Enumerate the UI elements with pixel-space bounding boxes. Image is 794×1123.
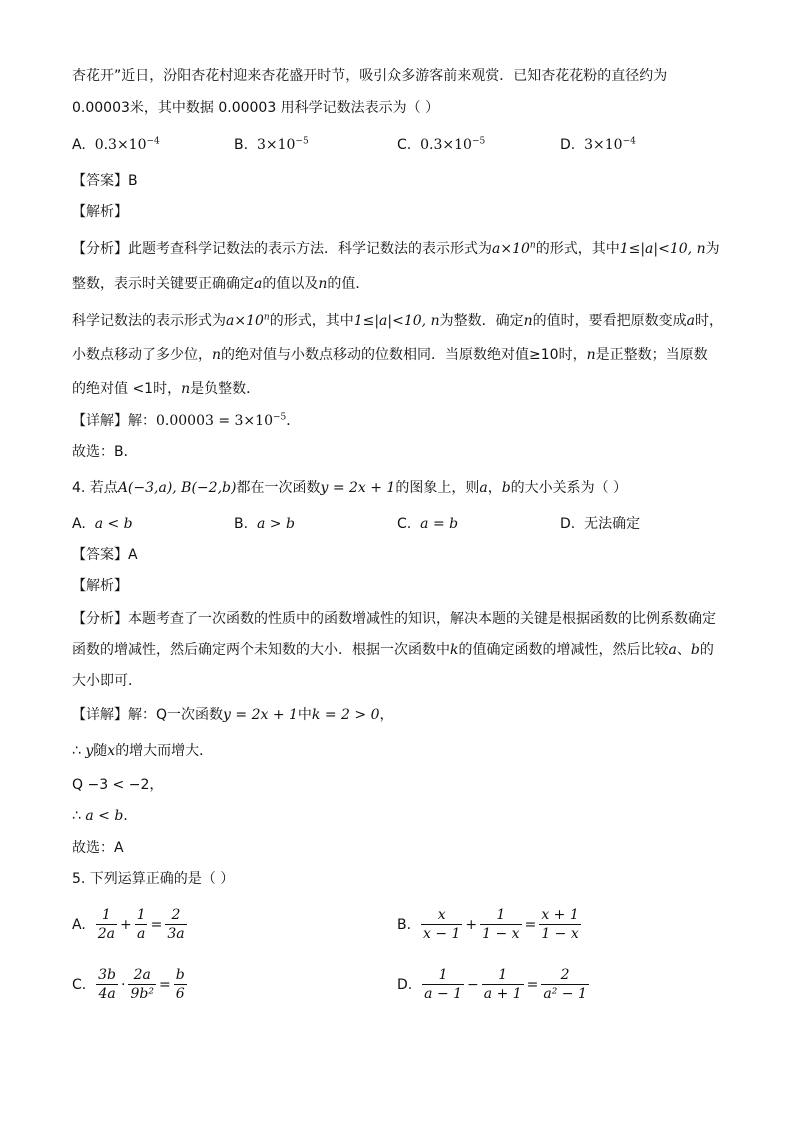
fraction: $\frac{1}{2a}$ [97, 907, 115, 942]
q3-option-d: D. $3\times 10^{-4}$ [560, 136, 636, 153]
q3-fenxi-line2: 整数，表示时关键要正确确定a的值以及n的值． [72, 276, 370, 292]
q4-fenxi-line3: 大小即可． [72, 673, 142, 689]
fraction: $\frac{1}{1 - x}$ [482, 907, 520, 942]
q4-option-a: A. a < b [72, 516, 133, 532]
fraction: $\frac{x + 1}{1 - x}$ [541, 907, 579, 942]
q4-detail-line4: ∴ a < b． [72, 808, 138, 824]
q4-detail-line3: Q −3 < −2， [72, 777, 164, 793]
fraction: $\frac{1}{a - 1}$ [424, 967, 463, 1002]
q3-explain-line1: 科学记数法的表示形式为$a\times 10^n$的形式，其中1≤|a|<10, n为整数．确定n的值时，要看把原数变成a时， [72, 312, 723, 329]
q3-fenxi-line1: 【分析】此题考查科学记数法的表示方法．科学记数法的表示形式为$a\times 10^n$的形式，其中1≤|a|<10, n为 [72, 240, 720, 257]
q4-option-b: B. a > b [234, 516, 295, 532]
q4-fenxi-line2: 函数的增减性，然后确定两个未知数的大小．根据一次函数中k的值确定函数的增减性，然后比较a、b的 [72, 642, 714, 658]
q4-analysis-heading: 【解析】 [72, 578, 128, 594]
fraction: $\frac{2}{\text{a² − 1}}$ [543, 967, 587, 1002]
q3-explain-line3: 的绝对值 <1时，n是负整数． [72, 381, 261, 397]
fraction: $\frac{3b}{4a}$ [98, 967, 117, 1002]
q3-analysis-heading: 【解析】 [72, 204, 128, 220]
q4-detail-line1: 【详解】解：Q一次函数y = 2x + 1中k = 2 > 0， [72, 707, 394, 723]
q5-stem: 5. 下列运算正确的是（ ） [72, 871, 235, 887]
q3-explain-line2: 小数点移动了多少位，n的绝对值与小数点移动的位数相同．当原数绝对值≥10时，n是正整数；当原数 [72, 347, 708, 363]
q3-option-b: B. $3\times 10^{-5}$ [234, 136, 309, 153]
q4-option-d: D. 无法确定 [560, 516, 641, 532]
q3-option-c: C. $0.3\times 10^{-5}$ [397, 136, 486, 153]
q4-option-c: C. a = b [397, 516, 459, 532]
fraction: $\frac{1}{a}$ [136, 907, 146, 942]
q5-option-b: B. $\frac{x}{x - 1}$ + $\frac{1}{1 - x}$ = $\frac{x + 1}{1 - x}$ [397, 907, 579, 942]
fraction: $\frac{2}{3a}$ [167, 907, 185, 942]
q3-choose: 故选：B． [72, 444, 138, 460]
q3-stem-line1: 杏花开”近日，汾阳杏花村迎来杏花盛开时节，吸引众多游客前来观赏．已知杏花花粉的直径约为 [72, 68, 668, 84]
q3-detail: 【详解】解：$0.00003 = 3\times 10^{-5}$． [72, 412, 301, 429]
q5-option-c: C. $\frac{3b}{4a}$ · $\frac{2a}{\text{9b²}}$ = $\frac{b}{6}$ [72, 967, 185, 1002]
fraction: $\frac{b}{6}$ [175, 967, 185, 1002]
q4-stem: 4. 若点A(−3,a), B(−2,b)都在一次函数y = 2x + 1的图象上，则a，b的大小关系为（ ） [72, 480, 628, 496]
fraction: $\frac{1}{a + 1}$ [483, 967, 522, 1002]
fraction: $\frac{x}{x - 1}$ [422, 907, 461, 942]
q4-fenxi-line1: 【分析】本题考查了一次函数的性质中的函数增减性的知识，解决本题的关键是根据函数的比例系数确定 [72, 611, 716, 627]
q4-answer: 【答案】A [72, 547, 138, 563]
q5-option-a: A. $\frac{1}{2a}$ + $\frac{1}{a}$ = $\frac{2}{3a}$ [72, 907, 185, 942]
fraction: $\frac{2a}{\text{9b²}}$ [130, 967, 154, 1002]
q4-detail-line2: ∴ y随x的增大而增大． [72, 743, 214, 759]
q3-stem-line2: 0.00003米，其中数据 0.00003 用科学记数法表示为（ ） [72, 100, 440, 116]
q3-option-a: A. $0.3\times 10^{-4}$ [72, 136, 160, 153]
q5-option-d: D. $\frac{1}{a - 1}$ − $\frac{1}{a + 1}$ = $\frac{2}{\text{a² − 1}}$ [397, 967, 587, 1002]
q3-answer: 【答案】B [72, 173, 138, 189]
q4-choose: 故选：A [72, 840, 124, 856]
